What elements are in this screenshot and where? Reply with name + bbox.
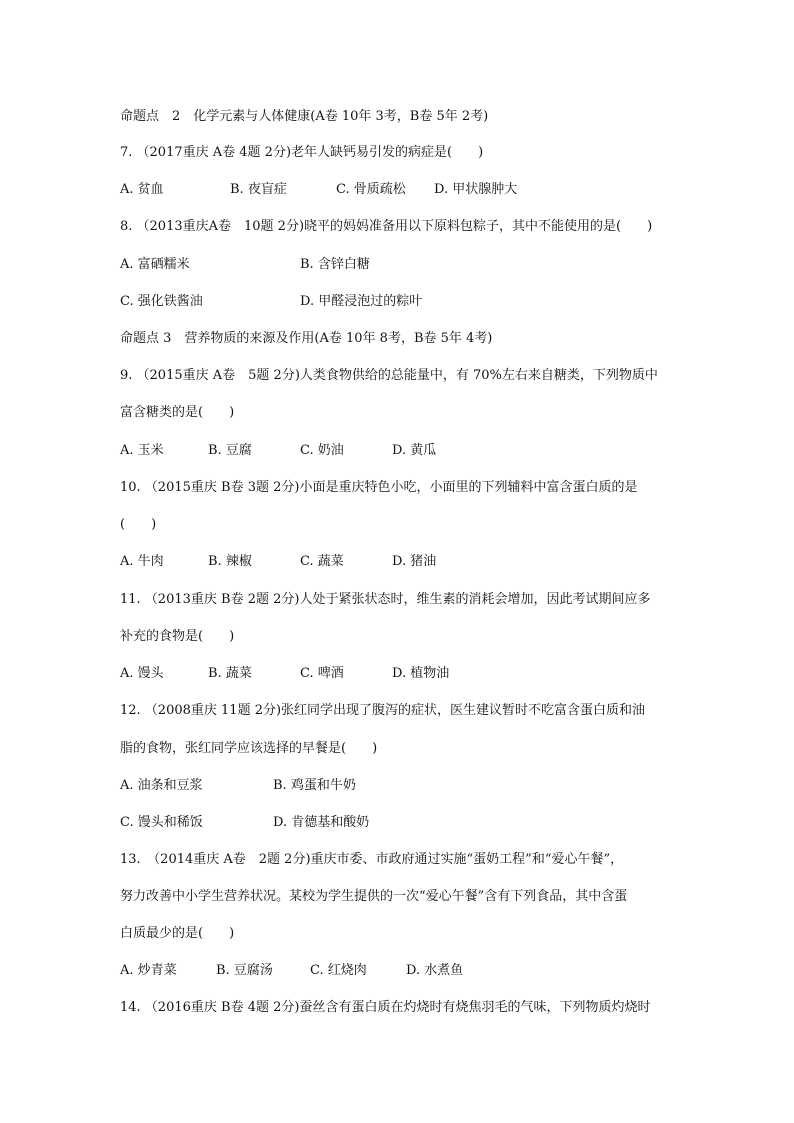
question-10-stem-line-2: ( ) [120,517,157,532]
question-8-stem: 8. （2013重庆A卷 10题 2分)晓平的妈妈准备用以下原料包粽子，其中不能使用的是( ) [120,219,653,234]
question-13-stem-line-3: 白质最少的是( ) [120,926,235,941]
question-8-option-c: C. 强化铁酱油 [120,294,203,309]
question-12-option-d: D. 肯德基和酸奶 [273,815,370,830]
question-14-stem-line-1: 14. （2016重庆 B卷 4题 2分)蚕丝含有蛋白质在灼烧时有烧焦羽毛的气味，下列物质灼烧时 [120,1000,651,1015]
question-8-option-a: A. 富硒糯米 [120,257,190,272]
section-heading-2: 命题点 2 化学元素与人体健康(A卷 10年 3考，B卷 5年 2考) [120,109,489,124]
question-12-stem-line-1: 12. （2008重庆 11题 2分)张红同学出现了腹泻的症状，医生建议暂时不吃富含蛋白质和油 [120,703,646,718]
question-11-stem-line-1: 11. （2013重庆 B卷 2题 2分)人处于紧张状态时，维生素的消耗会增加，因此考试期间应多 [120,592,651,607]
question-7-option-c: C. 骨质疏松 [336,182,406,197]
question-13-option-d: D. 水煮鱼 [406,963,464,978]
question-10-option-d: D. 猪油 [392,554,437,569]
question-9-option-a: A. 玉米 [120,443,164,458]
question-9-option-c: C. 奶油 [300,443,344,458]
question-10-option-c: C. 蔬菜 [300,554,344,569]
question-13-option-b: B. 豆腐汤 [216,963,273,978]
question-9-stem-line-2: 富含糖类的是( ) [120,405,235,420]
question-10-stem-line-1: 10. （2015重庆 B卷 3题 2分)小面是重庆特色小吃，小面里的下列辅料中富含蛋白质的是 [120,480,638,495]
question-10-option-a: A. 牛肉 [120,554,164,569]
question-12-stem-line-2: 脂的食物，张红同学应该选择的早餐是( ) [120,741,378,756]
question-13-option-c: C. 红烧肉 [310,963,367,978]
question-11-stem-line-2: 补充的食物是( ) [120,629,235,644]
question-11-option-d: D. 植物油 [392,666,450,681]
question-11-option-b: B. 蔬菜 [208,666,252,681]
question-12-option-c: C. 馒头和稀饭 [120,815,203,830]
question-9-option-b: B. 豆腐 [208,443,252,458]
question-11-option-a: A. 馒头 [120,666,164,681]
section-heading-3: 命题点 3 营养物质的来源及作用(A卷 10年 8考，B卷 5年 4考) [120,331,493,346]
question-12-option-b: B. 鸡蛋和牛奶 [273,778,356,793]
question-9-option-d: D. 黄瓜 [392,443,437,458]
question-8-option-b: B. 含锌白糖 [300,257,370,272]
question-10-option-b: B. 辣椒 [208,554,252,569]
question-13-stem-line-2: 努力改善中小学生营养状况。某校为学生提供的一次“爱心午餐”含有下列食品，其中含蛋 [120,889,628,904]
question-12-option-a: A. 油条和豆浆 [120,778,203,793]
question-7-option-b: B. 夜盲症 [230,182,287,197]
question-13-option-a: A. 炒青菜 [120,963,177,978]
question-11-option-c: C. 啤酒 [300,666,344,681]
question-8-option-d: D. 甲醛浸泡过的粽叶 [300,294,423,309]
question-7-option-d: D. 甲状腺肿大 [434,182,518,197]
question-7-stem: 7. （2017重庆 A卷 4题 2分)老年人缺钙易引发的病症是( ) [120,145,484,160]
question-13-stem-line-1: 13. （2014重庆 A卷 2题 2分)重庆市委、市政府通过实施“蛋奶工程”和“爱心午餐”， [120,852,624,867]
question-7-option-a: A. 贫血 [120,182,164,197]
question-9-stem-line-1: 9. （2015重庆 A卷 5题 2分)人类食物供给的总能量中，有 70%左右来自糖类，下列物质中 [120,368,658,383]
